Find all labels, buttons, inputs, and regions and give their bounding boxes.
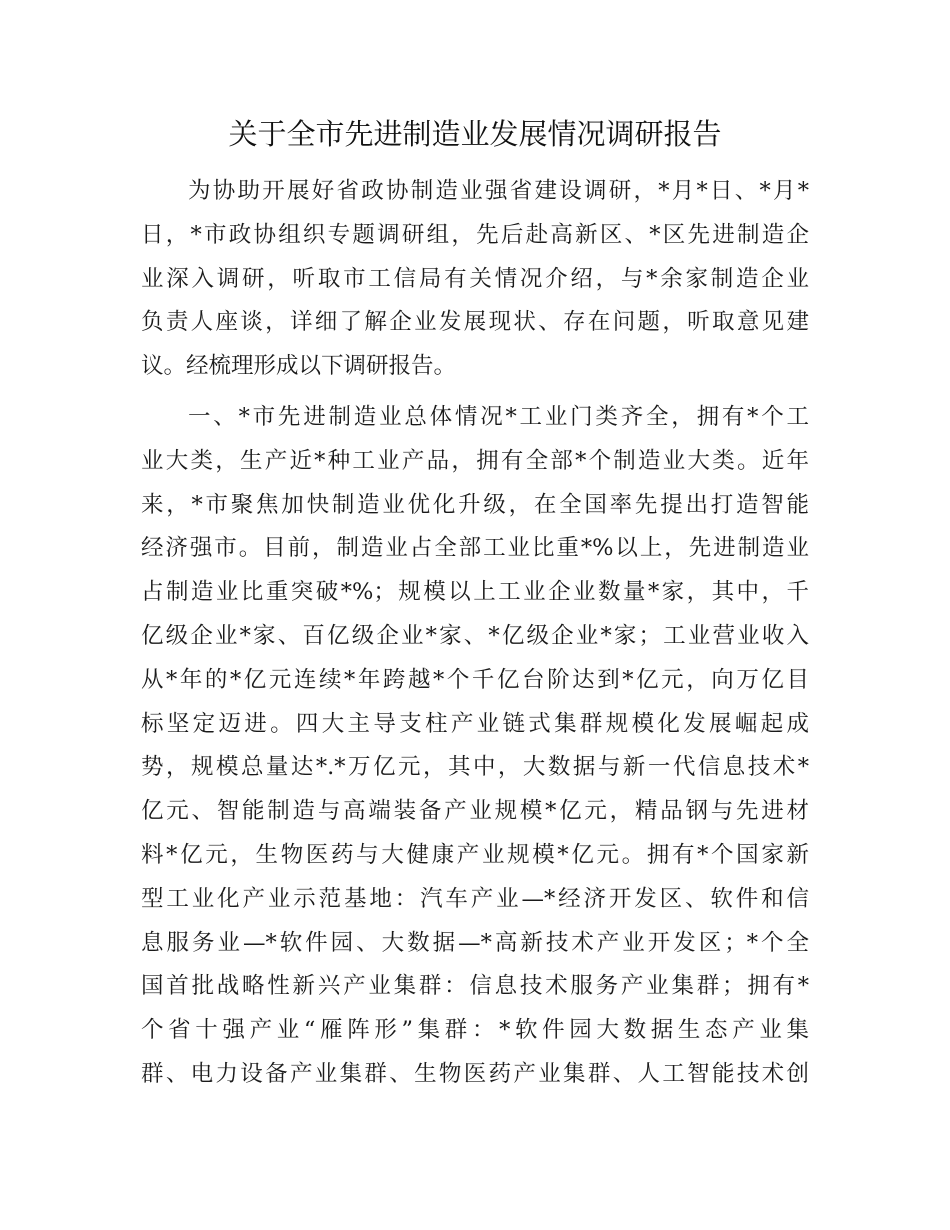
- paragraph-line: 为协助开展好省政协制造业强省建设调研，*月*日、*月*: [188, 178, 809, 204]
- paragraph-line: 日，*市政协组织专题调研组，先后赴高新区、*区先进制造企: [141, 221, 809, 248]
- paragraph-line: 经济强市。目前，制造业占全部工业比重*%以上，先进制造业: [141, 535, 809, 562]
- section-one-paragraph: [141, 396, 809, 1097]
- paragraph-line: 息服务业—*软件园、大数据—*高新技术产业开发区；*个全: [141, 929, 809, 956]
- paragraph-line: 型工业化产业示范基地：汽车产业—*经济开发区、软件和信: [141, 885, 809, 912]
- paragraph-line: 国首批战略性新兴产业集群：信息技术服务产业集群；拥有*: [141, 973, 809, 1000]
- paragraph-line: 从*年的*亿元连续*年跨越*个千亿台阶达到*亿元，向万亿目: [141, 666, 809, 693]
- paragraph-line: 业大类，生产近*种工业产品，拥有全部*个制造业大类。近年: [141, 447, 809, 474]
- document-title: 关于全市先进制造业发展情况调研报告: [228, 117, 722, 151]
- paragraph-line: 占制造业比重突破*%；规模以上工业企业数量*家，其中，千: [141, 579, 809, 606]
- paragraph-line: 议。经梳理形成以下调研报告。: [141, 353, 457, 380]
- paragraph-line: 群、电力设备产业集群、生物医药产业集群、人工智能技术创: [141, 1060, 809, 1087]
- paragraph-line: 来，*市聚焦加快制造业优化升级，在全国率先提出打造智能: [141, 491, 809, 518]
- paragraph-line: 一、*市先进制造业总体情况*工业门类齐全，拥有*个工: [188, 404, 809, 430]
- paragraph-line: 业深入调研，听取市工信局有关情况介绍，与*余家制造企业: [141, 265, 809, 292]
- paragraph-line: 亿元、智能制造与高端装备产业规模*亿元，精品钢与先进材: [141, 798, 809, 825]
- paragraph-line: 料*亿元，生物医药与大健康产业规模*亿元。拥有*个国家新: [141, 841, 809, 868]
- paragraph-line: 亿级企业*家、百亿级企业*家、*亿级企业*家；工业营业收入: [141, 622, 809, 649]
- paragraph-line: 标坚定迈进。四大主导支柱产业链式集群规模化发展崛起成: [141, 710, 809, 737]
- paragraph-line: 负责人座谈，详细了解企业发展现状、存在问题，听取意见建: [141, 309, 809, 336]
- intro-paragraph: [141, 170, 809, 389]
- paragraph-line: 个省十强产业“雁阵形”集群：*软件园大数据生态产业集: [141, 1017, 809, 1044]
- paragraph-line: 势，规模总量达*.*万亿元，其中，大数据与新一代信息技术*: [141, 754, 809, 781]
